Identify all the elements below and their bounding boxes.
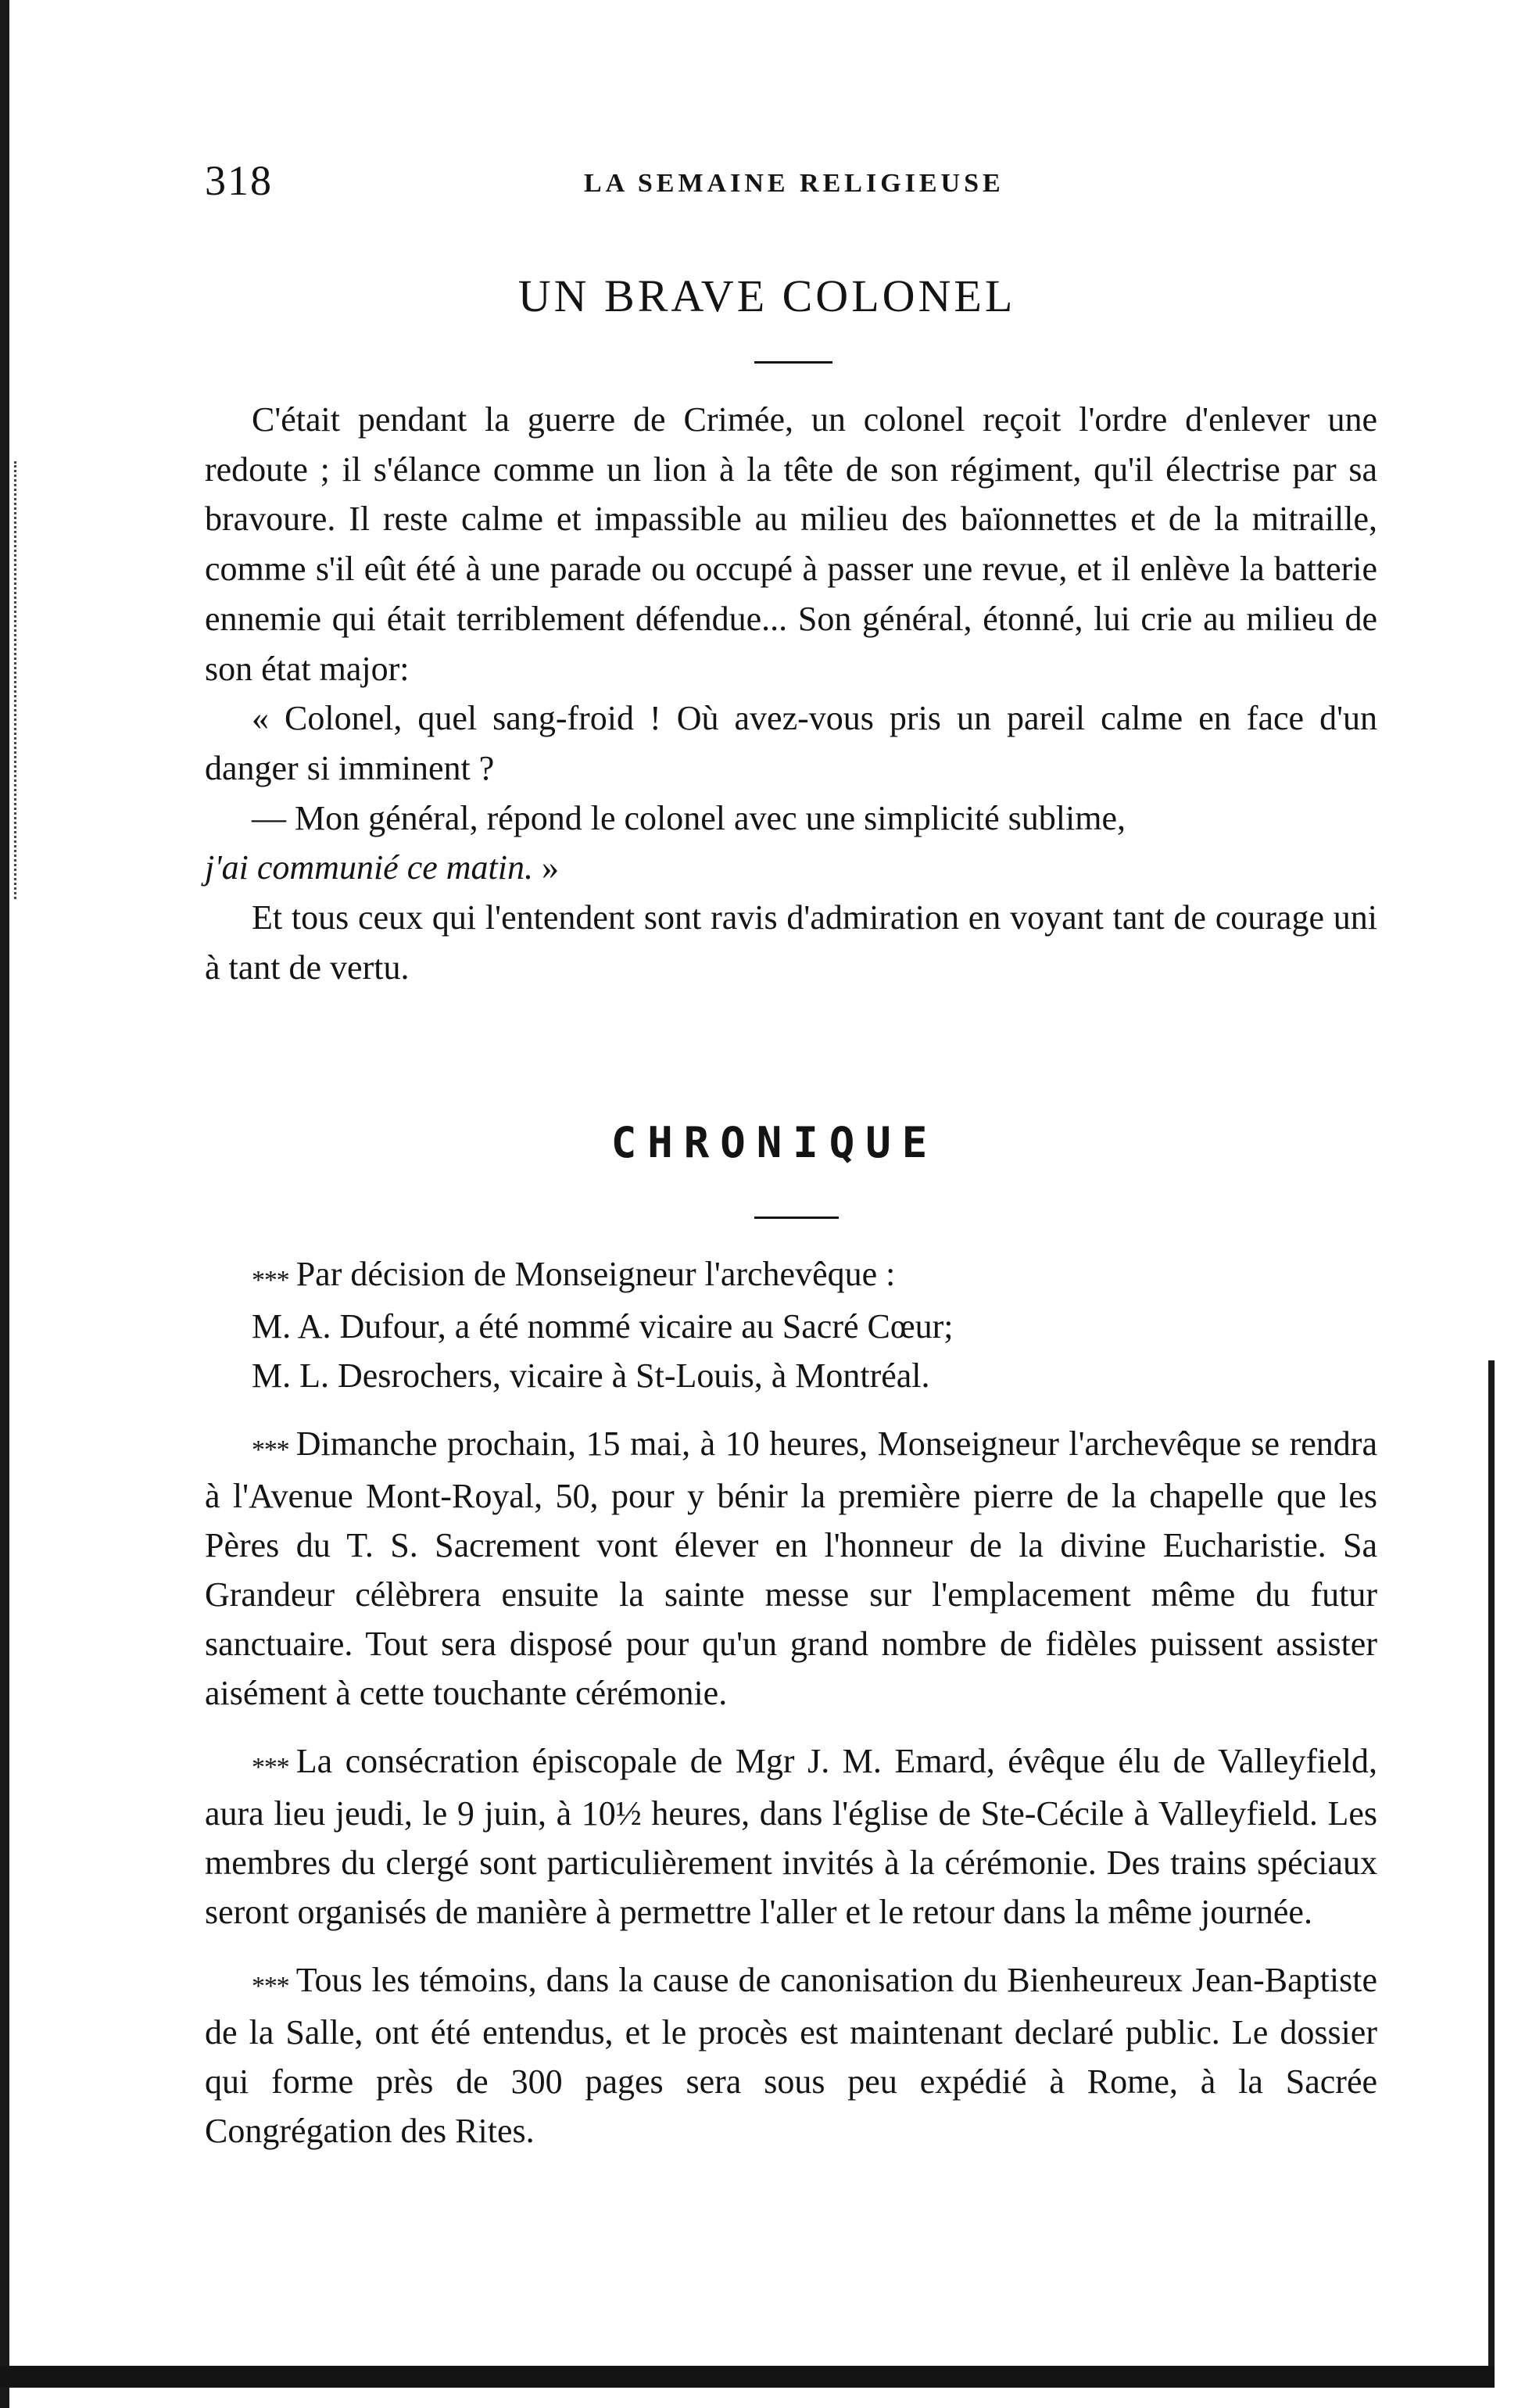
article-paragraph: — Mon général, répond le colonel avec une simplicité sublime, <box>252 798 1126 837</box>
chronicle-text: Dimanche prochain, 15 mai, à 10 heures, Monseigneur l'archevêque se rendra à l'Avenue Mont-Royal, 50, pour y bénir la première pierre de la chapelle que les Pères du T. S. Sacrement vont élever en l'honneur de la divine Eucharistie. Sa Grandeur célèbrera ensuite la sainte messe sur l'emplacement même du futur sanctuaire. Tout sera disposé pour qu'un grand nombre de fidèles puissent assister aisément à cette touchante cérémonie. <box>205 1424 1377 1712</box>
scan-edge-dots <box>14 461 19 899</box>
section-divider <box>754 1217 839 1219</box>
chronicle-text: La consécration épiscopale de Mgr J. M. Emard, évêque élu de Valleyfield, aura lieu jeudi, le 9 juin, à 10½ heures, dans l'église de Ste-Cécile à Valleyfield. Les membres du clergé sont particulièrement invités à la cérémonie. Des trains spéciaux seront organisés de manière à permettre l'aller et le retour dans la même journée. <box>205 1742 1377 1931</box>
closing-quote: » <box>532 848 559 887</box>
chronicle-body <box>205 1249 1377 2174</box>
chronicle-subline: M. L. Desrochers, vicaire à St-Louis, à Montréal. <box>252 1356 930 1395</box>
page-header <box>205 156 1377 211</box>
chronicle-item <box>205 1736 1377 1937</box>
running-head: LA SEMAINE RELIGIEUSE <box>584 169 1004 198</box>
chronicle-item <box>205 1249 1377 1302</box>
asterism-icon: * * * <box>252 1753 288 1782</box>
chronicle-text: Tous les témoins, dans la cause de canonisation du Bienheureux Jean-Baptiste de la Salle, ont été entendus, et le procès est maintenant declaré public. Le dossier qui forme près de 300 pages sera sous peu expédié à Rome, à la Sacrée Congrégation des Rites. <box>205 1961 1377 2150</box>
scan-edge-right <box>1488 1360 1495 2369</box>
chronicle-subline: M. A. Dufour, a été nommé vicaire au Sacré Cœur; <box>252 1307 954 1346</box>
asterism-icon: * * * <box>252 1266 288 1295</box>
italic-quote: j'ai communié ce matin. <box>205 848 533 887</box>
section-title: CHRONIQUE <box>610 1118 939 1167</box>
article-body <box>205 395 1377 992</box>
article-quote-line <box>205 843 1377 893</box>
page-number: 318 <box>205 157 273 204</box>
asterism-icon: * * * <box>252 1435 288 1464</box>
scan-edge-left <box>0 0 9 2408</box>
asterism-icon: * * * <box>252 1972 288 2001</box>
chronicle-item <box>205 1419 1377 1718</box>
article-paragraph: C'était pendant la guerre de Crimée, un colonel reçoit l'ordre d'enlever une redoute ; il s'élance comme un lion à la tête de son régiment, qu'il électrise par sa bravoure. Il reste calme et impassible au milieu des baïonnettes et de la mitraille, comme s'il eût été à une parade ou occupé à passer une revue, et il enlève la batterie ennemie qui était terriblement défendue... Son général, étonné, lui crie au milieu de son état major: <box>205 400 1377 688</box>
title-divider <box>754 361 832 364</box>
article-paragraph: Et tous ceux qui l'entendent sont ravis d'admiration en voyant tant de courage uni à tant de vertu. <box>205 898 1377 987</box>
article-title: UN BRAVE COLONEL <box>517 271 1016 321</box>
article-paragraph: « Colonel, quel sang-froid ! Où avez-vous pris un pareil calme en face d'un danger si imminent ? <box>205 699 1377 787</box>
scan-bottom-rule <box>0 2366 1495 2388</box>
chronicle-text: Par décision de Monseigneur l'archevêque : <box>295 1255 896 1293</box>
chronicle-item <box>205 1955 1377 2155</box>
